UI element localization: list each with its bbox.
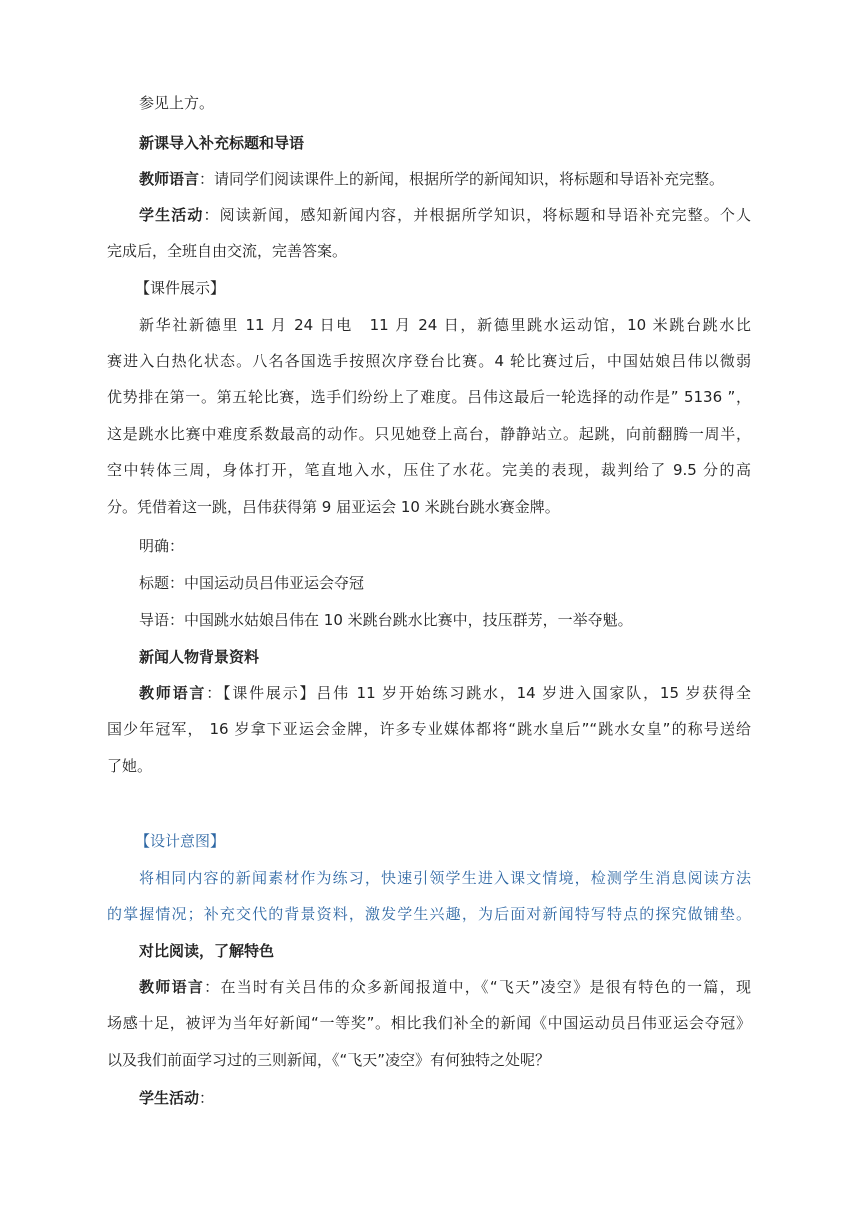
clarify-label: 明确： [139,537,185,555]
teacher-text: ：在当时有关吕伟的众多新闻报道中，《“飞天”凌空》是很有特色的一篇，现 [204,978,751,996]
paragraph-teacher-1 [139,169,724,189]
teacher-label: 教师语言 [139,170,200,188]
teacher-text: ：【课件展示】吕伟 11 岁开始练习跳水，14 岁进入国家队，15 岁获得全 [206,684,751,702]
design-intent-line-1: 将相同内容的新闻素材作为练习，快速引领学生进入课文情境，检测学生消息阅读方法 [139,869,751,887]
answer-lead-line: 导语：中国跳水姑娘吕伟在 10 米跳台跳水比赛中，技压群芳，一举夺魁。 [139,611,633,629]
student-text: ：阅读新闻，感知新闻内容，并根据所学知识，将标题和导语补充完整。个人 [203,206,751,224]
teacher-label: 教师语言 [139,684,207,702]
news-line-3: 优势排在第一。第五轮比赛，选手们纷纷上了难度。吕伟这最后一轮选择的动作是” 5136 ”， [107,388,751,406]
heading-supplement: 新课导入补充标题和导语 [139,134,305,152]
news-line-4: 这是跳水比赛中难度系数最高的动作。只见她登上高台，静静站立。起跳，向前翻腾一周半， [107,425,751,443]
student-text: ： [199,1089,215,1107]
paragraph-student-1-line1 [139,205,751,225]
paragraph-teacher-2-line2: 国少年冠军， 16 岁拿下亚运会金牌，许多专业媒体都将“跳水皇后”“跳水女皇”的称号送给 [107,720,751,738]
paragraph-see-above: 参见上方。 [139,94,215,112]
student-label: 学生活动 [139,206,204,224]
design-intent-heading: 【设计意图】 [135,832,226,850]
paragraph-student-1-line2: 完成后，全班自由交流，完善答案。 [107,242,348,260]
news-line-5: 空中转体三周，身体打开，笔直地入水，压住了水花。完美的表现，裁判给了 9.5 分的高 [107,461,751,479]
teacher-label: 教师语言 [139,978,205,996]
news-line-6: 分。凭借着这一跳，吕伟获得第 9 届亚运会 10 米跳台跳水赛金牌。 [107,498,560,516]
paragraph-teacher-2-line3: 了她。 [107,757,153,775]
news-line-2: 赛进入白热化状态。八名各国选手按照次序登台比赛。4 轮比赛过后，中国姑娘吕伟以微弱 [107,352,751,370]
design-intent-line-2: 的掌握情况；补充交代的背景资料，激发学生兴趣，为后面对新闻特写特点的探究做铺垫。 [107,905,751,923]
heading-compare: 对比阅读，了解特色 [139,942,275,960]
paragraph-teacher-2-line1 [139,683,751,703]
heading-background: 新闻人物背景资料 [139,648,260,666]
answer-title-line: 标题：中国运动员吕伟亚运会夺冠 [139,574,365,592]
paragraph-student-2 [139,1088,214,1108]
paragraph-teacher-3-line1 [139,977,751,997]
news-line-1: 新华社新德里 11 月 24 日电 11 月 24 日，新德里跳水运动馆，10 米跳台跳水比 [139,316,751,334]
paragraph-teacher-3-line3: 以及我们前面学习过的三则新闻，《“飞天”凌空》有何独特之处呢？ [107,1051,551,1069]
teacher-text: ：请同学们阅读课件上的新闻，根据所学的新闻知识，将标题和导语补充完整。 [199,170,725,188]
paragraph-teacher-3-line2: 场感十足，被评为当年好新闻“一等奖”。相比我们补全的新闻《中国运动员吕伟亚运会夺冠》 [107,1014,751,1032]
courseware-label-1: 【课件展示】 [135,279,226,297]
student-label: 学生活动 [139,1089,200,1107]
